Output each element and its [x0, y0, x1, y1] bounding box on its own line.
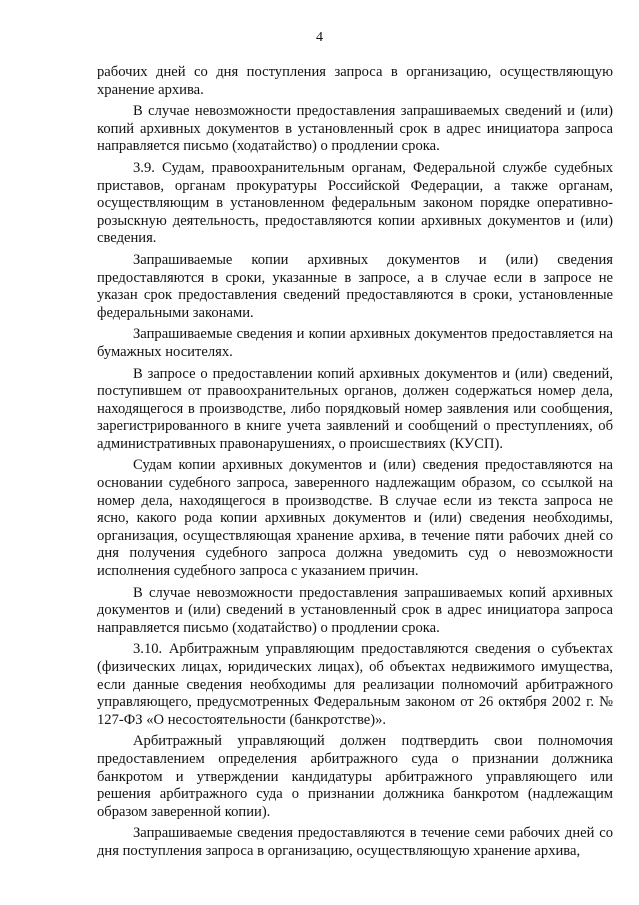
paragraph-deadlines: Запрашиваемые копии архивных документов и (или) сведения предоставляются в сроки, указанные в запросе, а в случае если в запросе не указан срок предоставления сведений предоставляются в сроки, установленные федеральными законами. — [97, 251, 613, 321]
paragraph-law-enforcement-request: В запросе о предоставлении копий архивных документов и (или) сведений, поступившем от правоохранительных органов, должен содержаться номер дела, находящегося в производстве, либо порядковый номер заявления или сообщения, зарегистрированного в книге учета заявлений и сообщений о преступлениях, об административных правонарушениях, о происшествиях (КУСП). — [97, 365, 613, 452]
paragraph-extension-request-2: В случае невозможности предоставления запрашиваемых копий архивных документов и (или) сведений в установленный срок в адрес инициатора запроса направляется письмо (ходатайство) о продлении срока. — [97, 584, 613, 636]
paragraph-continuation: рабочих дней со дня поступления запроса в организацию, осуществляющую хранение архива. — [97, 64, 613, 98]
document-body — [97, 64, 613, 865]
paragraph-court-request: Судам копии архивных документов и (или) сведения предоставляются на основании судебного запроса, заверенного надлежащим образом, со ссылкой на номер дела, находящегося в производстве. В случае если из текста запроса не ясно, какого рода копии архивных документов и (или) сведения необходимы, организация, осуществляющая хранение архива, в течение пяти рабочих дней со дня получения судебного запроса должна уведомить суд о невозможности исполнения судебного запроса с указанием причин. — [97, 457, 613, 580]
paragraph-paper-media: Запрашиваемые сведения и копии архивных документов предоставляется на бумажных носителях. — [97, 326, 613, 360]
paragraph-seven-days: Запрашиваемые сведения предоставляются в течение семи рабочих дней со дня поступления запроса в организацию, осуществляющую хранение архива, — [97, 825, 613, 859]
paragraph-3-10: 3.10. Арбитражным управляющим предоставляются сведения о субъектах (физических лицах, юридических лицах), об объектах недвижимого имущества, если данные сведения необходимы для реализации полномочий арбитражного управляющего, предусмотренных Федеральным законом от 26 октября 2002 г. № 127-ФЗ «О несостоятельности (банкротстве)». — [97, 641, 613, 728]
paragraph-extension-request: В случае невозможности предоставления запрашиваемых сведений и (или) копий архивных документов в установленный срок в адрес инициатора запроса направляется письмо (ходатайство) о продлении срока. — [97, 103, 613, 155]
paragraph-3-9: 3.9. Судам, правоохранительным органам, Федеральной службе судебных приставов, органам прокуратуры Российской Федерации, а также органам, осуществляющим в установленном федеральным законом порядке оперативно-розыскную деятельность, предоставляются копии архивных документов и (или) сведения. — [97, 159, 613, 247]
paragraph-arbitration-manager: Арбитражный управляющий должен подтвердить свои полномочия предоставлением определения арбитражного суда о признании должника банкротом и утверждении кандидатуры арбитражного управляющего или решения арбитражного суда о признании должника банкротом (надлежащим образом заверенной копии). — [97, 733, 613, 820]
page-number: 4 — [316, 30, 323, 45]
